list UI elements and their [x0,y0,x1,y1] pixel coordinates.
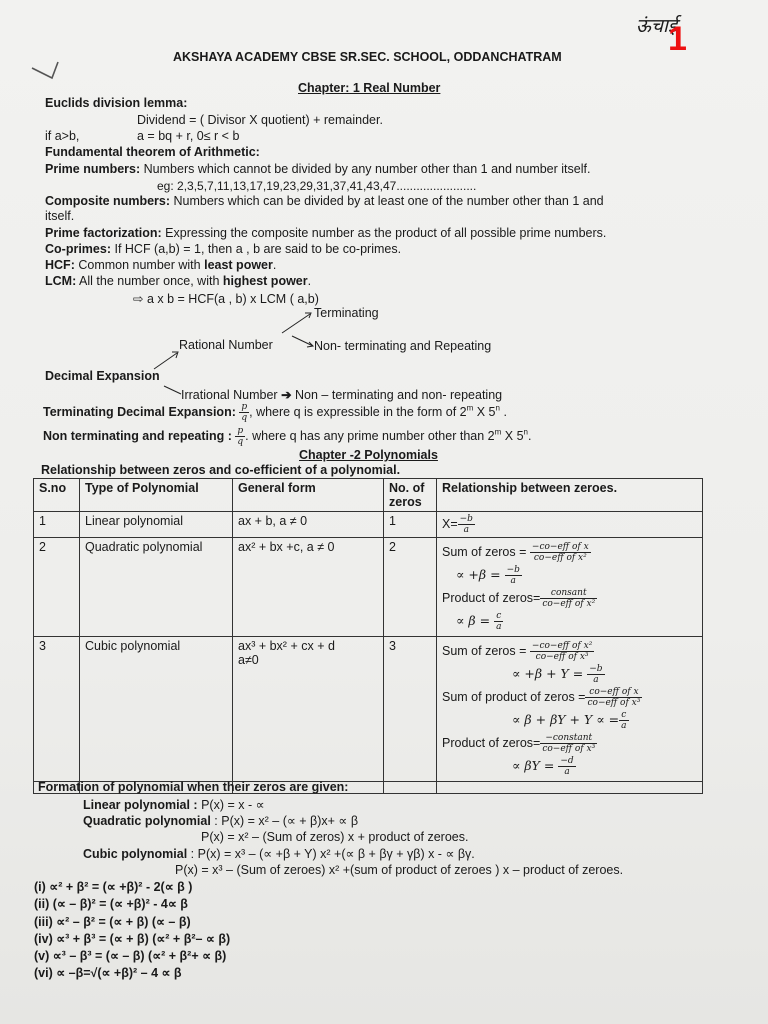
product-zeros-label: Product of zeros= [442,590,541,605]
fraction-numerator: −constant [540,733,597,744]
tde-text: , where q is expressible in the form of 2 [249,404,467,419]
row-form: ax + b, a ≠ 0 [233,512,384,538]
prime-numbers-line [45,162,590,176]
pen-tick-mark [32,62,58,78]
row-form: ax² + bx +c, a ≠ 0 [233,538,384,637]
tde-tail: X 5 [476,404,496,419]
row-form-line1: ax³ + bx² + cx + d [238,639,335,653]
header-form: General form [233,479,384,512]
right-arrow-icon: ➔ [281,388,292,402]
fraction [530,641,594,662]
ntr-tail: X 5 [504,428,524,443]
fraction-denominator: co−eff of x³ [587,698,641,708]
quadratic-formation-line [83,813,358,828]
linear-formation-line [83,797,265,812]
quadratic-formula-2: P(x) = x² – (Sum of zeros) x + product of zeroes. [201,830,469,844]
identity-item: (v) ∝³ – β³ = (∝ – β) (∝² + β²+ ∝ β) [34,949,227,964]
header-sno: S.no [34,479,80,512]
relationship-heading: Relationship between zeros and co-efficient of a polynomial. [41,463,401,477]
page-number: 1 [668,20,687,58]
ntr-label: Non terminating and repeating : [43,428,232,443]
fraction-denominator: co−eff of x² [542,599,596,609]
header-relationship: Relationship between zeroes. [437,479,703,512]
sum-zeros-label: Sum of zeros = [442,544,527,559]
minus-b-over-a: $\frac{-b}{a}$ [589,664,603,685]
lcm-label: LCM: [45,274,77,288]
fraction-numerator: consant [540,588,597,599]
pf-label: Prime factorization: [45,226,162,240]
row-zeros: 2 [384,538,437,637]
fraction [530,542,591,563]
pf-text: Expressing the composite number as the product of all possible prime numbers. [165,226,607,240]
alpha-beta-gamma-sum: ∝ +β + Υ = [512,666,584,681]
nonterminating-line: Non terminating and repeating : $\frac{p}{q}$ . where q has any prime number other than 2$^m$ X 5$^n$. [43,426,532,447]
irrational-line [181,387,502,402]
hcf-lcm-formula: ⇨ a x b = HCF(a , b) x LCM ( a,b) [133,292,319,306]
cubic-formula: : P(x) = x³ – (∝ +β + Υ) x² +(∝ β + βγ + γβ) x - ∝ βγ. [190,847,475,861]
alpha-beta-product: ∝ β = [456,613,491,628]
chapter2-title: Chapter -2 Polynomials [299,448,438,462]
fraction-denominator: co−eff of x³ [535,652,589,662]
minus-b-over-a: $\frac{-b}{a}$ [459,514,473,535]
fta-heading: Fundamental theorem of Arithmetic: [45,145,260,159]
fraction-denominator: co−eff of x³ [542,744,596,754]
coprime-text: If HCF (a,b) = 1, then a , b are said to be co-primes. [114,242,402,256]
nonterminating-repeating-label: Non- terminating and Repeating [314,339,492,353]
fraction-numerator: −co−eff of x² [531,641,593,651]
p-over-q-fraction: $\frac{p}{q}$ [237,426,244,447]
tde-label: Terminating Decimal Expansion: [43,404,236,419]
lcm-bold: highest power [222,274,308,288]
minus-b-over-a: $\frac{-b}{a}$ [506,565,520,586]
cubic-formation-line [83,846,475,861]
alpha-beta-gamma-pairs: ∝ β + βΥ + Υ ∝ = [512,712,620,727]
composite-text: Numbers which can be divided by at least one of the number other than 1 and [173,194,604,208]
minus-d-over-a: $\frac{-d}{a}$ [560,756,574,777]
table-row [34,637,703,782]
sum-product-label: Sum of product of zeros = [442,689,586,704]
x-equals-label: X= [442,516,458,531]
quadratic-label: Quadratic polynomial [83,814,211,828]
polynomial-table [33,478,703,794]
decimal-expansion-label: Decimal Expansion [45,369,160,383]
row-zeros: 3 [384,637,437,782]
sum-zeros-label: Sum of zeros = [442,643,527,658]
c-over-a: $\frac{c}{a}$ [621,710,627,731]
row-type: Cubic polynomial [80,637,233,782]
row-sno: 3 [34,637,80,782]
fraction-denominator: co−eff of x² [533,553,587,563]
composite-label: Composite numbers: [45,194,171,208]
quadratic-formula: : P(x) = x² – (∝ + β)x+ ∝ β [214,814,359,828]
identity-item: (ii) (∝ – β)² = (∝ +β)² - 4∝ β [34,897,188,912]
row-zeros: 1 [384,512,437,538]
hcf-line: HCF: Common number with least power. [45,258,277,272]
arrow-to-rational [154,353,177,369]
prime-text: Numbers which cannot be divided by any number other than 1 and number itself. [143,162,591,176]
arrow-to-irrational [164,386,181,394]
arrow-to-nonterminating [292,336,313,346]
p-over-q-fraction: $\frac{p}{q}$ [241,402,248,423]
row-type: Quadratic polynomial [80,538,233,637]
alpha-beta-gamma-product: ∝ βΥ = [512,758,555,773]
ntr-text: . where q has any prime number other than 2 [245,428,495,443]
rational-number-label: Rational Number [179,338,273,352]
irrational-result: Non – terminating and non- repeating [295,388,503,402]
identities-list [34,879,230,983]
if-label: if a>b, [45,129,80,143]
alpha-beta-sum: ∝ +β = [456,567,501,582]
euclid-heading: Euclids division lemma: [45,96,188,110]
prime-factorization-line [45,226,606,240]
fraction-numerator: co−eff of x [585,687,642,698]
chapter1-title: Chapter: 1 Real Number [298,81,441,95]
arrow-to-terminating [282,314,310,333]
row-form [233,637,384,782]
identity-item: (vi) ∝ –β=√(∝ +β)² – 4 ∝ β [34,966,182,981]
prime-label: Prime numbers: [45,162,141,176]
identity-item: (i) ∝² + β² = (∝ +β)² - 2(∝ β ) [34,880,193,894]
fraction [540,588,597,609]
row-relationship [437,512,703,538]
linear-label: Linear polynomial : [83,798,198,812]
coprime-label: Co-primes: [45,242,111,256]
row-sno: 1 [34,512,80,538]
lemma-formula: a = bq + r, 0≤ r < b [137,129,240,143]
irrational-label: Irrational Number [181,388,278,402]
terminating-decimal-line: Terminating Decimal Expansion: $\frac{p}{q}$ , where q is expressible in the form of 2$^m$ X 5$^n$ . [43,402,507,423]
product-zeros-label: Product of zeros= [442,735,541,750]
table-row [34,538,703,637]
fraction-numerator: −co−eff of x [531,542,589,552]
identity-item: (iv) ∝³ + β³ = (∝ + β) (∝² + β²– ∝ β) [34,931,231,946]
composite-text-2: itself. [45,209,75,223]
table-row [34,512,703,538]
identity-item: (iii) ∝² – β² = (∝ + β) (∝ – β) [34,914,191,929]
table-header-row [34,479,703,512]
linear-formula: P(x) = x - ∝ [201,798,265,812]
cubic-formula-2: P(x) = x³ – (Sum of zeroes) x² +(sum of product of zeroes ) x – product of zeroes. [175,863,624,877]
coprimes-line [45,242,401,256]
formation-heading: Formation of polynomial when their zeros are given: [38,780,349,794]
row-form-line2: a≠0 [238,653,259,667]
c-over-a: $\frac{c}{a}$ [496,611,502,632]
row-sno: 2 [34,538,80,637]
prime-eg: eg: 2,3,5,7,11,13,17,19,23,29,31,37,41,43,47........................ [157,179,477,193]
header-zeros: No. of zeros [384,479,437,512]
row-relationship [437,538,703,637]
hcf-bold: least power [204,258,273,272]
handwritten-note: ऊंचाई [636,15,678,37]
row-type: Linear polynomial [80,512,233,538]
lcm-text: All the number once, with [79,274,220,288]
fraction [540,733,597,754]
fraction [585,687,642,708]
terminating-label: Terminating [314,306,379,320]
school-title: AKSHAYA ACADEMY CBSE SR.SEC. SCHOOL, ODDANCHATRAM [173,50,562,64]
dividend-line: Dividend = ( Divisor X quotient) + remainder. [137,113,383,127]
hcf-text: Common number with [78,258,201,272]
lcm-line: LCM: All the number once, with highest power. [45,274,312,288]
cubic-label: Cubic polynomial [83,847,188,861]
header-type: Type of Polynomial [80,479,233,512]
row-relationship [437,637,703,782]
hcf-label: HCF: [45,258,75,272]
composite-line [45,194,604,208]
